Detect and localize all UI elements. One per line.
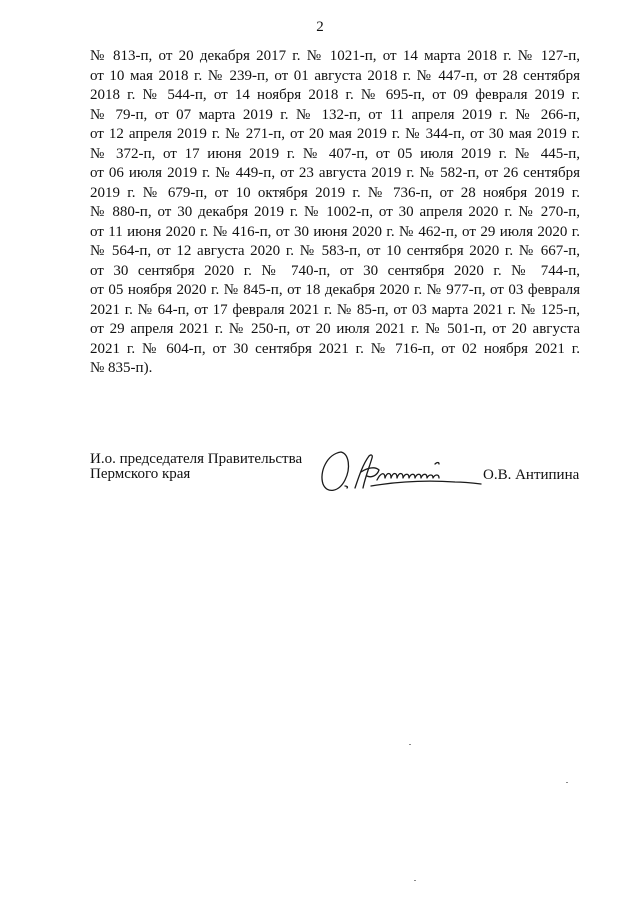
handwritten-signature	[315, 442, 485, 502]
body-line: от 05 ноября 2020 г. № 845-п, от 18 декабря 2020 г. № 977-п, от 03 февраля	[90, 282, 580, 298]
body-line: 2021 г. № 604-п, от 30 сентября 2021 г. № 716-п, от 02 ноября 2021 г.	[90, 340, 580, 357]
page-number: 2	[316, 19, 324, 35]
body-line: № 564-п, от 12 августа 2020 г. № 583-п, от 10 сентября 2020 г. № 667-п,	[90, 243, 580, 259]
body-line: № 835-п).	[90, 360, 153, 376]
signature-block	[90, 452, 590, 512]
body-line: от 06 июля 2019 г. № 449-п, от 23 августа 2019 г. № 582-п, от 26 сентября	[90, 165, 580, 181]
body-line: № 880-п, от 30 декабря 2019 г. № 1002-п, от 30 апреля 2020 г. № 270-п,	[90, 204, 580, 220]
body-line: № 372-п, от 17 июня 2019 г. № 407-п, от 05 июля 2019 г. № 445-п,	[90, 145, 580, 162]
body-line: от 12 апреля 2019 г. № 271-п, от 20 мая 2019 г. № 344-п, от 30 мая 2019 г.	[90, 126, 580, 142]
signatory-position	[90, 452, 302, 482]
body-line: № 813-п, от 20 декабря 2017 г. № 1021-п, от 14 марта 2018 г. № 127-п,	[90, 48, 580, 64]
body-line: от 11 июня 2020 г. № 416-п, от 30 июня 2020 г. № 462-п, от 29 июля 2020 г.	[90, 223, 580, 240]
body-line: 2019 г. № 679-п, от 10 октября 2019 г. № 736-п, от 28 ноября 2019 г.	[90, 184, 580, 201]
scan-artifact	[409, 744, 411, 745]
signatory-position-line: И.о. председателя Правительства	[90, 451, 303, 467]
body-line: 2021 г. № 64-п, от 17 февраля 2021 г. № 85-п, от 03 марта 2021 г. № 125-п,	[90, 301, 580, 318]
body-line: 2018 г. № 544-п, от 14 ноября 2018 г. № 695-п, от 09 февраля 2019 г.	[90, 87, 580, 103]
body-line: от 10 мая 2018 г. № 239-п, от 01 августа 2018 г. № 447-п, от 28 сентября	[90, 67, 580, 84]
body-line: от 30 сентября 2020 г. № 740-п, от 30 сентября 2020 г. № 744-п,	[90, 262, 580, 279]
signatory-position-line: Пермского края	[90, 466, 191, 482]
body-paragraph	[90, 47, 580, 379]
body-line: № 79-п, от 07 марта 2019 г. № 132-п, от 11 апреля 2019 г. № 266-п,	[90, 106, 580, 123]
scan-artifact	[566, 782, 568, 783]
body-line: от 29 апреля 2021 г. № 250-п, от 20 июля 2021 г. № 501-п, от 20 августа	[90, 321, 580, 337]
signatory-name: О.В. Антипина	[483, 467, 580, 483]
scan-artifact	[414, 880, 416, 881]
